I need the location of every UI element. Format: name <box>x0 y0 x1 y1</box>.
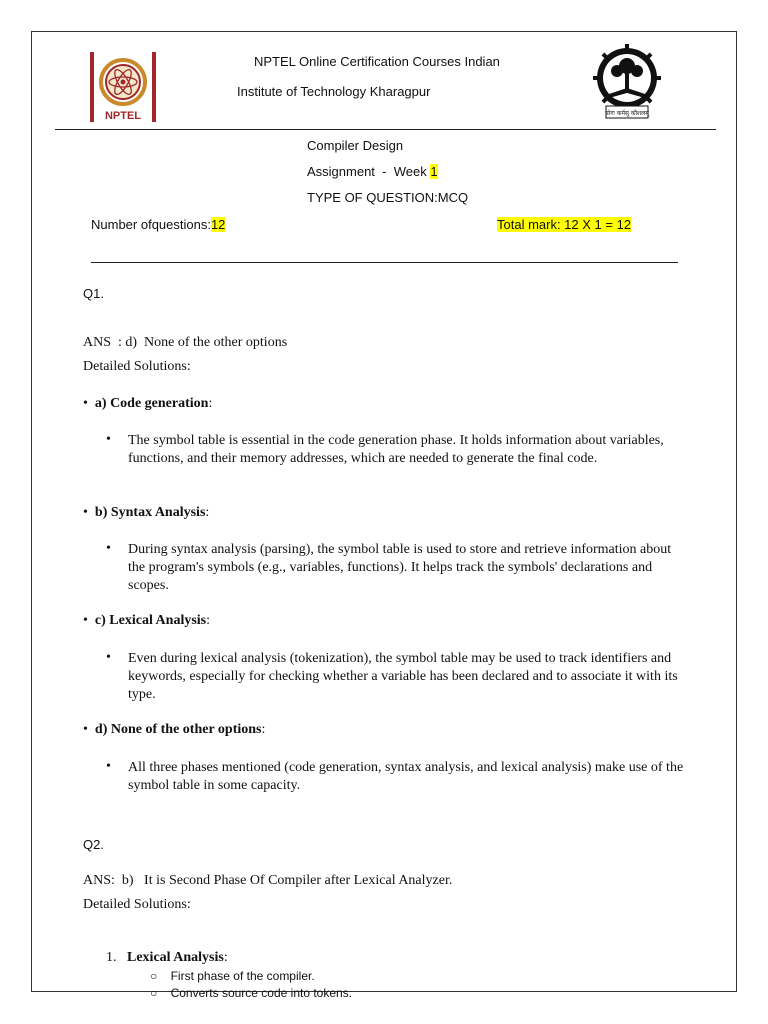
q1-solutions-label: Detailed Solutions: <box>83 359 191 374</box>
bullet-icon: • <box>106 432 111 447</box>
circle-bullet-icon: ○ <box>150 969 158 983</box>
q2-sub-item-2: ○ Converts source code into tokens. <box>150 986 353 1000</box>
q1-option-d-heading: • d) None of the other options: <box>83 722 266 737</box>
q1-label: Q1. <box>83 286 104 301</box>
q1-option-b-text: During syntax analysis (parsing), the symbol table is used to store and retrieve information about the program's symbols (e.g., variables, functions). It helps track the symbols' declarations and scopes. <box>128 542 672 593</box>
q1-option-b-heading: • b) Syntax Analysis: <box>83 505 210 520</box>
q2-item-1: 1. Lexical Analysis: <box>106 950 228 965</box>
q1-option-c-heading: • c) Lexical Analysis: <box>83 613 211 628</box>
nptel-logo <box>90 52 156 122</box>
nptel-logo-text: NPTEL <box>104 110 142 122</box>
number-of-questions: Number ofquestions:12 <box>91 217 226 232</box>
q2-answer: ANS: b) It is Second Phase Of Compiler after Lexical Analyzer. <box>83 873 453 888</box>
question-type: TYPE OF QUESTION:MCQ <box>307 190 469 205</box>
week-number: 1 <box>430 164 438 179</box>
q2-label: Q2. <box>83 837 104 852</box>
header-line-2: Institute of Technology Kharagpur <box>237 84 431 99</box>
q1-option-a-heading: • a) Code generation: <box>83 396 213 411</box>
q1-option-c-text: Even during lexical analysis (tokenization), the symbol table may be used to track identifiers and keywords, especially for checking whether a variable has been declared and to associate it with its type. <box>128 651 678 702</box>
circle-bullet-icon: ○ <box>150 986 158 1000</box>
bullet-icon: • <box>106 541 111 556</box>
total-mark: Total mark: 12 X 1 = 12 <box>497 217 632 232</box>
q1-option-a-text: The symbol table is essential in the code generation phase. It holds information about variables, functions, and their memory addresses, which are needed to generate the final code. <box>128 433 664 466</box>
q1-answer: ANS : d) None of the other options <box>83 335 288 350</box>
header-line-1: NPTEL Online Certification Courses Indian <box>254 54 500 69</box>
bullet-icon: • <box>106 650 111 665</box>
number-of-questions-value: 12 <box>210 217 226 232</box>
q1-option-d-text: All three phases mentioned (code generation, syntax analysis, and lexical analysis) make use of the symbol table in some capacity. <box>128 760 684 793</box>
header-divider <box>55 129 716 130</box>
section-divider <box>91 262 678 263</box>
q2-solutions-label: Detailed Solutions: <box>83 897 191 912</box>
assignment-week: Assignment - Week 1 <box>307 164 438 179</box>
bullet-icon: • <box>106 759 111 774</box>
course-title: Compiler Design <box>307 138 404 153</box>
q2-sub-item-1: ○ First phase of the compiler. <box>150 969 315 983</box>
iit-kharagpur-logo <box>592 44 662 122</box>
iit-motto: योगः कर्मसु कौशलम् <box>605 110 649 117</box>
